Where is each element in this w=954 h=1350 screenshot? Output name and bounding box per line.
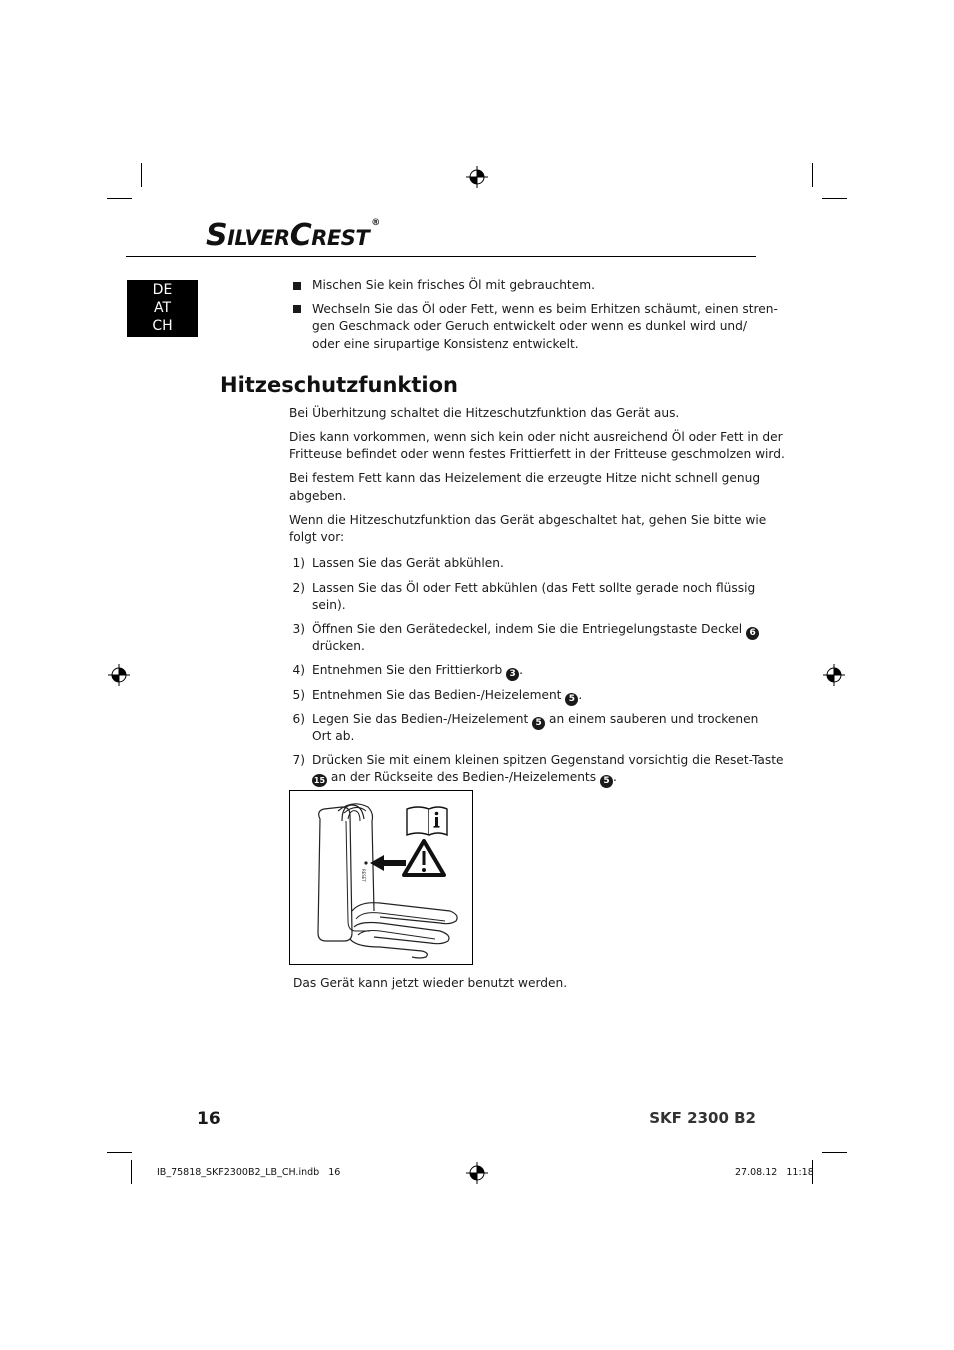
step-text-part: Legen Sie das Bedien-/Heizelement: [312, 712, 529, 726]
crop-mark: [822, 198, 847, 199]
step-text: [312, 621, 759, 640]
reference-number-badge: 5: [600, 775, 613, 788]
brand-initial: C: [289, 218, 312, 253]
step-text-part: Entnehmen Sie das Bedien-/Heizelement: [312, 688, 562, 702]
step-number: 5): [292, 688, 305, 702]
heating-element-illustration: [290, 791, 472, 964]
step-number: 7): [292, 753, 305, 767]
bullet-text: oder eine sirupartige Konsistenz entwickelt.: [312, 337, 579, 351]
reset-label: RESET: [361, 869, 366, 882]
crop-mark: [822, 1152, 847, 1153]
brand-initial: S: [206, 218, 228, 253]
header-rule: [126, 256, 756, 257]
step-number: 2): [292, 581, 305, 595]
bullet-text: Mischen Sie kein frisches Öl mit gebrauchtem.: [312, 278, 595, 292]
step-text-part: Öffnen Sie den Gerätedeckel, indem Sie die Entriegelungstaste Deckel: [312, 622, 743, 636]
brand-text: ILVER: [227, 226, 290, 250]
brand-logo: [206, 218, 380, 253]
step-text: [312, 687, 582, 706]
paragraph-line: Dies kann vorkommen, wenn sich kein oder nicht ausreichend Öl oder Fett in der: [289, 430, 783, 444]
step-text-part: an einem sauberen und trockenen: [545, 712, 759, 726]
registration-mark-icon: [466, 166, 488, 188]
bullet-square-icon: [293, 282, 301, 290]
reference-number-badge: 3: [506, 668, 519, 681]
closing-text: Das Gerät kann jetzt wieder benutzt werden.: [293, 976, 568, 990]
crop-mark: [107, 198, 132, 199]
paragraph-line: Bei Überhitzung schaltet die Hitzeschutzfunktion das Gerät aus.: [289, 406, 680, 420]
step-text: Ort ab.: [312, 729, 355, 743]
page-number: 16: [197, 1109, 221, 1129]
crop-mark: [812, 163, 813, 187]
reference-number-badge: 5: [565, 693, 578, 706]
paragraph-line: folgt vor:: [289, 530, 345, 544]
file-slug: IB_75818_SKF2300B2_LB_CH.indb 16: [157, 1167, 341, 1178]
brand-text: REST: [311, 226, 370, 250]
step-number: 4): [292, 663, 305, 677]
step-text: Drücken Sie mit einem kleinen spitzen Gegenstand vorsichtig die Reset-Taste: [312, 753, 784, 767]
reference-number-badge: 6: [746, 627, 759, 640]
model-name: SKF 2300 B2: [649, 1109, 756, 1127]
step-text-part: .: [519, 663, 523, 677]
step-text-part: .: [578, 688, 583, 702]
step-text: [312, 662, 523, 681]
language-code: AT: [153, 300, 172, 316]
paragraph-line: Bei festem Fett kann das Heizelement die erzeugte Hitze nicht schnell genug: [289, 471, 761, 485]
step-text: drücken.: [312, 639, 365, 653]
registration-mark-icon: [108, 664, 130, 686]
registration-mark-icon: [823, 664, 845, 686]
step-text: Lassen Sie das Öl oder Fett abkühlen (das Fett sollte gerade noch flüssig: [312, 581, 756, 595]
bullet-text: Wechseln Sie das Öl oder Fett, wenn es beim Erhitzen schäumt, einen stren-: [312, 302, 778, 316]
reference-number-badge: 15: [313, 776, 326, 785]
language-code: DE: [152, 282, 173, 298]
crop-mark: [107, 1152, 132, 1153]
reference-number-badge: 5: [532, 717, 545, 730]
step-text-part: .: [612, 770, 617, 784]
paragraph-line: Wenn die Hitzeschutzfunktion das Gerät abgeschaltet hat, gehen Sie bitte wie: [289, 513, 767, 527]
registration-mark-icon: [466, 1162, 488, 1184]
section-title: Hitzeschutzfunktion: [220, 373, 459, 397]
paragraph-line: Fritteuse befindet oder wenn festes Frittierfett in der Fritteuse geschmolzen wird.: [289, 447, 785, 461]
paragraph-line: abgeben.: [289, 489, 347, 503]
step-text: [312, 769, 617, 788]
step-text: Lassen Sie das Gerät abkühlen.: [312, 556, 504, 570]
step-number: 6): [292, 712, 305, 726]
step-number: 3): [292, 622, 305, 636]
language-tab: [127, 280, 198, 337]
language-code: CH: [152, 318, 173, 334]
step-number: 1): [292, 556, 305, 570]
crop-mark: [131, 1160, 132, 1184]
step-text-part: Entnehmen Sie den Frittierkorb: [312, 663, 503, 677]
date-slug: 27.08.12 11:18: [735, 1167, 814, 1178]
bullet-square-icon: [293, 305, 301, 313]
step-text: [312, 711, 758, 730]
registered-mark: ®: [371, 218, 380, 228]
crop-mark: [141, 163, 142, 187]
step-text-part: an der Rückseite des Bedien-/Heizelements: [327, 770, 597, 784]
step-text: sein).: [312, 598, 346, 612]
reset-illustration: [289, 790, 473, 965]
bullet-text: gen Geschmack oder Geruch entwickelt oder wenn es dunkel wird und/: [312, 319, 747, 333]
